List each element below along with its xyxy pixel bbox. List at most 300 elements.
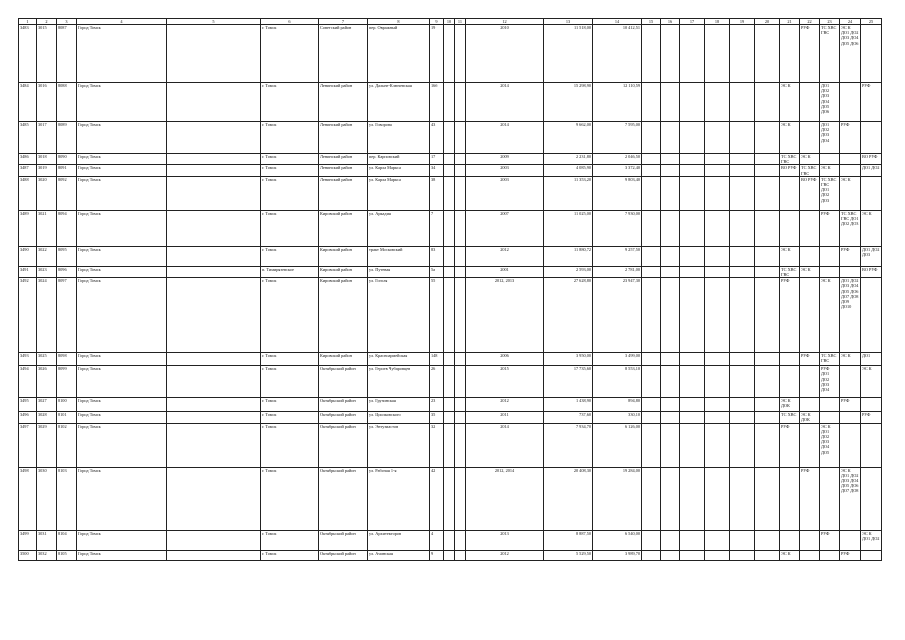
table-cell	[730, 210, 755, 246]
table-cell: 2014	[466, 423, 544, 467]
table-cell	[840, 423, 861, 467]
column-number-header: 7	[319, 19, 368, 25]
table-cell: 5 529,50	[544, 550, 593, 560]
table-cell	[861, 278, 882, 353]
table-cell	[730, 423, 755, 467]
table-cell: 3020	[37, 176, 57, 210]
table-cell	[167, 278, 261, 353]
table-cell	[455, 165, 466, 176]
table-cell	[705, 266, 730, 277]
table-cell: 2010	[466, 25, 544, 83]
table-cell: ДО1 ДО2 ДО3	[861, 246, 882, 266]
table-cell	[642, 176, 661, 210]
table-cell: 8 887,50	[544, 530, 593, 550]
table-cell	[780, 210, 800, 246]
table-cell: РУФ	[780, 278, 800, 353]
table-cell: Город Томск	[77, 530, 167, 550]
table-cell: Город Томск	[77, 353, 167, 366]
table-cell	[661, 550, 680, 560]
table-cell: 2014	[466, 83, 544, 122]
table-cell	[730, 412, 755, 423]
table-cell: 3494	[19, 366, 37, 398]
table-cell	[444, 353, 455, 366]
table-cell	[661, 398, 680, 412]
table-cell	[444, 412, 455, 423]
table-cell: 11 880,72	[544, 246, 593, 266]
table-cell: 3490	[19, 246, 37, 266]
table-cell	[840, 412, 861, 423]
column-number-header: 13	[544, 19, 593, 25]
table-cell	[167, 530, 261, 550]
table-cell	[444, 210, 455, 246]
table-cell: 8098	[57, 353, 77, 366]
table-cell	[455, 366, 466, 398]
column-number-header: 8	[368, 19, 430, 25]
column-number-header: 2	[37, 19, 57, 25]
table-cell	[800, 398, 820, 412]
table-row	[19, 550, 882, 560]
table-cell	[455, 530, 466, 550]
table-cell: Кировский район	[319, 246, 368, 266]
table-cell	[730, 353, 755, 366]
table-cell: 3493	[19, 353, 37, 366]
table-cell: 8092	[57, 176, 77, 210]
table-cell: ул. Аркадия	[368, 210, 430, 246]
table-cell: Кировский район	[319, 266, 368, 277]
table-cell	[705, 122, 730, 154]
table-cell	[680, 423, 705, 467]
table-cell	[642, 467, 661, 530]
column-number-header: 25	[861, 19, 882, 25]
table-cell: г. Томск	[261, 25, 319, 83]
table-cell: 148	[430, 353, 444, 366]
table-cell: ЭС К	[780, 122, 800, 154]
table-cell	[167, 366, 261, 398]
table-cell	[444, 83, 455, 122]
table-cell: 3015	[37, 25, 57, 83]
column-number-header: 24	[840, 19, 861, 25]
table-cell: 3497	[19, 423, 37, 467]
table-cell: 3026	[37, 366, 57, 398]
table-cell	[444, 246, 455, 266]
table-cell: 27 628,80	[544, 278, 593, 353]
column-number-header: 9	[430, 19, 444, 25]
table-cell: 3499	[19, 530, 37, 550]
table-cell: 32	[430, 423, 444, 467]
table-cell	[800, 423, 820, 467]
table-cell	[167, 246, 261, 266]
table-cell: г. Томск	[261, 412, 319, 423]
table-cell: 2012	[466, 246, 544, 266]
table-cell: ЭС К	[861, 366, 882, 398]
data-table	[18, 18, 882, 561]
table-cell: г. Томск	[261, 122, 319, 154]
table-cell: ДО1 ДО2 ДО3 ДО4	[820, 122, 840, 154]
table-cell	[167, 550, 261, 560]
table-row	[19, 25, 882, 83]
table-cell: 10 412,51	[593, 25, 642, 83]
table-cell: Октябрьский район	[319, 530, 368, 550]
table-cell: 9 662,00	[544, 122, 593, 154]
table-cell	[705, 550, 730, 560]
table-cell	[642, 398, 661, 412]
table-cell: РУФ ДО1 ДО2 ДО3 ДО4	[820, 366, 840, 398]
table-cell: 5а	[430, 266, 444, 277]
table-cell	[861, 467, 882, 530]
table-cell: РУФ	[840, 550, 861, 560]
table-cell: 894,80	[593, 398, 642, 412]
table-cell: РУФ	[780, 423, 800, 467]
table-cell: 2014	[466, 122, 544, 154]
table-cell: ул. Карла Маркса	[368, 165, 430, 176]
table-cell	[780, 25, 800, 83]
table-row	[19, 412, 882, 423]
column-number-header: 21	[780, 19, 800, 25]
table-cell	[705, 423, 730, 467]
table-cell	[167, 398, 261, 412]
table-cell: г. Томск	[261, 165, 319, 176]
table-cell	[680, 550, 705, 560]
table-cell: 19 284,00	[593, 467, 642, 530]
table-cell: 2 781,00	[593, 266, 642, 277]
table-cell	[780, 176, 800, 210]
table-cell	[661, 165, 680, 176]
table-cell	[661, 122, 680, 154]
table-cell	[730, 246, 755, 266]
table-cell	[680, 246, 705, 266]
table-cell	[730, 25, 755, 83]
table-cell	[167, 25, 261, 83]
table-cell: 9 257,50	[593, 246, 642, 266]
table-row	[19, 398, 882, 412]
table-cell	[780, 366, 800, 398]
table-cell	[755, 353, 780, 366]
table-cell: 3486	[19, 154, 37, 165]
table-cell	[755, 398, 780, 412]
table-cell	[755, 278, 780, 353]
table-cell: ул. Дальне-Ключевская	[368, 83, 430, 122]
table-cell: ЭС К ДОК	[780, 398, 800, 412]
table-row	[19, 353, 882, 366]
table-cell: 3017	[37, 122, 57, 154]
table-cell	[800, 550, 820, 560]
table-cell: Октябрьский район	[319, 398, 368, 412]
table-cell: 3492	[19, 278, 37, 353]
table-cell	[642, 550, 661, 560]
table-cell: ДО1	[861, 353, 882, 366]
table-cell	[455, 467, 466, 530]
table-cell	[444, 25, 455, 83]
table-cell	[444, 423, 455, 467]
table-cell	[680, 412, 705, 423]
table-cell: 38	[430, 176, 444, 210]
table-cell: г. Томск	[261, 154, 319, 165]
table-cell: ЭС К	[780, 246, 800, 266]
table-cell: 17	[430, 154, 444, 165]
table-cell: ДО1 ДО2	[861, 165, 882, 176]
table-cell	[705, 467, 730, 530]
table-cell	[642, 530, 661, 550]
column-number-header: 6	[261, 19, 319, 25]
table-cell	[680, 25, 705, 83]
table-cell: 7 930,00	[593, 210, 642, 246]
table-cell: г. Томск	[261, 366, 319, 398]
table-cell	[444, 467, 455, 530]
table-cell: Город Томск	[77, 366, 167, 398]
table-cell: тракт Московский	[368, 246, 430, 266]
column-number-header: 12	[466, 19, 544, 25]
table-cell: ул. Красноармейская	[368, 353, 430, 366]
table-cell	[680, 154, 705, 165]
table-cell: 2012	[466, 550, 544, 560]
table-cell: г. Томск	[261, 467, 319, 530]
table-cell	[455, 423, 466, 467]
table-cell	[730, 467, 755, 530]
table-cell	[455, 412, 466, 423]
table-cell: 11 518,00	[544, 25, 593, 83]
table-cell: РУФ	[820, 530, 840, 550]
table-cell	[730, 530, 755, 550]
table-cell	[642, 83, 661, 122]
table-cell	[642, 366, 661, 398]
table-cell: 3021	[37, 210, 57, 246]
table-cell: 8088	[57, 83, 77, 122]
table-cell: Город Томск	[77, 154, 167, 165]
table-cell	[444, 398, 455, 412]
table-cell	[455, 122, 466, 154]
table-cell	[455, 398, 466, 412]
table-cell: ЭС К	[800, 266, 820, 277]
table-cell: 3 950,00	[544, 353, 593, 366]
table-cell	[730, 122, 755, 154]
table-cell: г. Томск	[261, 550, 319, 560]
table-cell	[444, 366, 455, 398]
table-cell	[730, 266, 755, 277]
table-cell	[444, 550, 455, 560]
table-cell: 8105	[57, 550, 77, 560]
table-cell: 3483	[19, 25, 37, 83]
table-cell: 8095	[57, 246, 77, 266]
table-row	[19, 467, 882, 530]
table-cell: ЭС К	[800, 154, 820, 165]
table-cell: 4	[430, 530, 444, 550]
table-cell	[755, 423, 780, 467]
table-cell	[800, 83, 820, 122]
table-cell	[167, 165, 261, 176]
table-cell: 26	[430, 366, 444, 398]
table-cell: ЭС К	[780, 550, 800, 560]
table-cell	[680, 210, 705, 246]
table-cell: Кировский район	[319, 210, 368, 246]
table-cell	[800, 278, 820, 353]
table-cell	[444, 266, 455, 277]
table-cell: 8089	[57, 122, 77, 154]
table-cell	[755, 467, 780, 530]
table-cell: 16б	[430, 83, 444, 122]
table-cell: Город Томск	[77, 210, 167, 246]
table-cell	[680, 278, 705, 353]
table-cell: Город Томск	[77, 550, 167, 560]
table-cell: ЭС К ДО1 ДО2 ДО3 ДО4 ДО5 ДО6 ДО7 ДО8	[840, 467, 861, 530]
column-number-header: 1	[19, 19, 37, 25]
table-cell: 3019	[37, 165, 57, 176]
table-cell: 2 593,00	[544, 266, 593, 277]
table-cell	[780, 467, 800, 530]
table-cell: ул. Героев Чубаровцев	[368, 366, 430, 398]
table-cell	[780, 530, 800, 550]
table-cell: г. Томск	[261, 353, 319, 366]
table-cell: 8096	[57, 266, 77, 277]
table-cell	[455, 83, 466, 122]
table-cell: 2009	[466, 154, 544, 165]
table-cell: 3025	[37, 353, 57, 366]
table-cell: Октябрьский район	[319, 550, 368, 560]
table-cell	[840, 530, 861, 550]
table-cell	[820, 467, 840, 530]
table-cell	[730, 398, 755, 412]
table-row	[19, 83, 882, 122]
table-cell: 330,10	[593, 412, 642, 423]
table-cell: ВО РУФ	[800, 176, 820, 210]
table-cell	[167, 412, 261, 423]
table-cell	[705, 353, 730, 366]
table-cell: 2012, 2014	[466, 467, 544, 530]
table-cell	[642, 210, 661, 246]
table-cell: Город Томск	[77, 246, 167, 266]
table-cell	[730, 176, 755, 210]
table-cell: ул. Путевая	[368, 266, 430, 277]
table-cell	[680, 122, 705, 154]
table-cell: ДО1 ДО2 ДО3 ДО4 ДО5 ДО6	[820, 83, 840, 122]
table-cell	[661, 366, 680, 398]
table-cell	[820, 412, 840, 423]
table-cell	[730, 366, 755, 398]
table-cell	[755, 210, 780, 246]
table-cell	[167, 154, 261, 165]
table-cell: 83	[430, 246, 444, 266]
table-cell: 3030	[37, 467, 57, 530]
table-cell	[642, 266, 661, 277]
table-cell	[661, 467, 680, 530]
table-cell: г. Томск	[261, 210, 319, 246]
table-cell: 2003	[466, 176, 544, 210]
table-cell: 9 803,40	[593, 176, 642, 210]
table-cell	[730, 278, 755, 353]
table-cell	[755, 412, 780, 423]
table-cell	[661, 210, 680, 246]
table-cell: 3487	[19, 165, 37, 176]
table-cell: 3 989,70	[593, 550, 642, 560]
table-cell: ЭС К	[820, 278, 840, 353]
spreadsheet-page	[18, 18, 882, 561]
table-cell	[642, 246, 661, 266]
table-cell: 3023	[37, 266, 57, 277]
table-cell	[444, 154, 455, 165]
table-cell: 2015	[466, 366, 544, 398]
table-cell	[661, 423, 680, 467]
table-cell	[730, 550, 755, 560]
table-cell: ТС ХВС ГВС	[780, 266, 800, 277]
table-cell: 2003	[466, 165, 544, 176]
table-cell	[800, 246, 820, 266]
table-cell: 3032	[37, 550, 57, 560]
table-cell	[661, 266, 680, 277]
table-cell	[800, 122, 820, 154]
table-cell: 2 046,50	[593, 154, 642, 165]
table-cell: Октябрьский район	[319, 467, 368, 530]
table-cell	[455, 210, 466, 246]
table-cell: 43	[430, 122, 444, 154]
table-cell	[661, 412, 680, 423]
table-cell	[680, 366, 705, 398]
table-cell: ЭС К ДО1 ДО2 ДО3 ДО4 ДО5	[820, 423, 840, 467]
table-cell	[167, 83, 261, 122]
table-cell: ТС ХВС ГВС ДО1 ДО2 ДО3	[840, 210, 861, 246]
table-cell	[642, 423, 661, 467]
table-cell	[661, 176, 680, 210]
table-row	[19, 366, 882, 398]
table-cell: ЭС К	[840, 176, 861, 210]
column-number-header: 10	[444, 19, 455, 25]
table-cell: 34	[430, 165, 444, 176]
table-cell: ТС ХВС ГВС	[800, 165, 820, 176]
table-cell	[840, 83, 861, 122]
table-cell: г. Томск	[261, 530, 319, 550]
table-cell: 8091	[57, 165, 77, 176]
table-cell: Ленинский район	[319, 176, 368, 210]
table-cell: 8099	[57, 366, 77, 398]
table-cell: пер. Карповский	[368, 154, 430, 165]
table-cell: ул. Грузинская	[368, 398, 430, 412]
table-cell: 3489	[19, 210, 37, 246]
table-cell	[661, 25, 680, 83]
table-cell: ЭС К	[861, 210, 882, 246]
table-cell: РУФ	[840, 246, 861, 266]
table-cell	[820, 266, 840, 277]
table-cell	[167, 353, 261, 366]
table-cell	[840, 366, 861, 398]
table-cell: 8102	[57, 423, 77, 467]
table-cell	[661, 246, 680, 266]
table-cell: РУФ	[861, 83, 882, 122]
table-cell: Ленинский район	[319, 122, 368, 154]
table-cell: 2007	[466, 210, 544, 246]
table-cell	[444, 278, 455, 353]
table-cell	[167, 122, 261, 154]
table-cell: г. Томск	[261, 176, 319, 210]
table-cell: РУФ	[820, 210, 840, 246]
table-cell	[755, 154, 780, 165]
table-cell	[755, 176, 780, 210]
table-cell: РУФ	[800, 25, 820, 83]
column-number-header: 11	[455, 19, 466, 25]
table-cell: 2013	[466, 530, 544, 550]
table-cell	[661, 154, 680, 165]
table-cell	[730, 154, 755, 165]
table-cell: Город Томск	[77, 423, 167, 467]
table-cell	[444, 122, 455, 154]
table-cell: Город Томск	[77, 278, 167, 353]
table-cell: РУФ	[800, 353, 820, 366]
table-cell	[755, 165, 780, 176]
table-cell: Город Томск	[77, 398, 167, 412]
table-cell: 3031	[37, 530, 57, 550]
table-cell	[861, 550, 882, 560]
table-cell: ТС ХВС	[780, 412, 800, 423]
table-cell: 42	[430, 467, 444, 530]
table-cell	[680, 398, 705, 412]
table-cell	[755, 122, 780, 154]
